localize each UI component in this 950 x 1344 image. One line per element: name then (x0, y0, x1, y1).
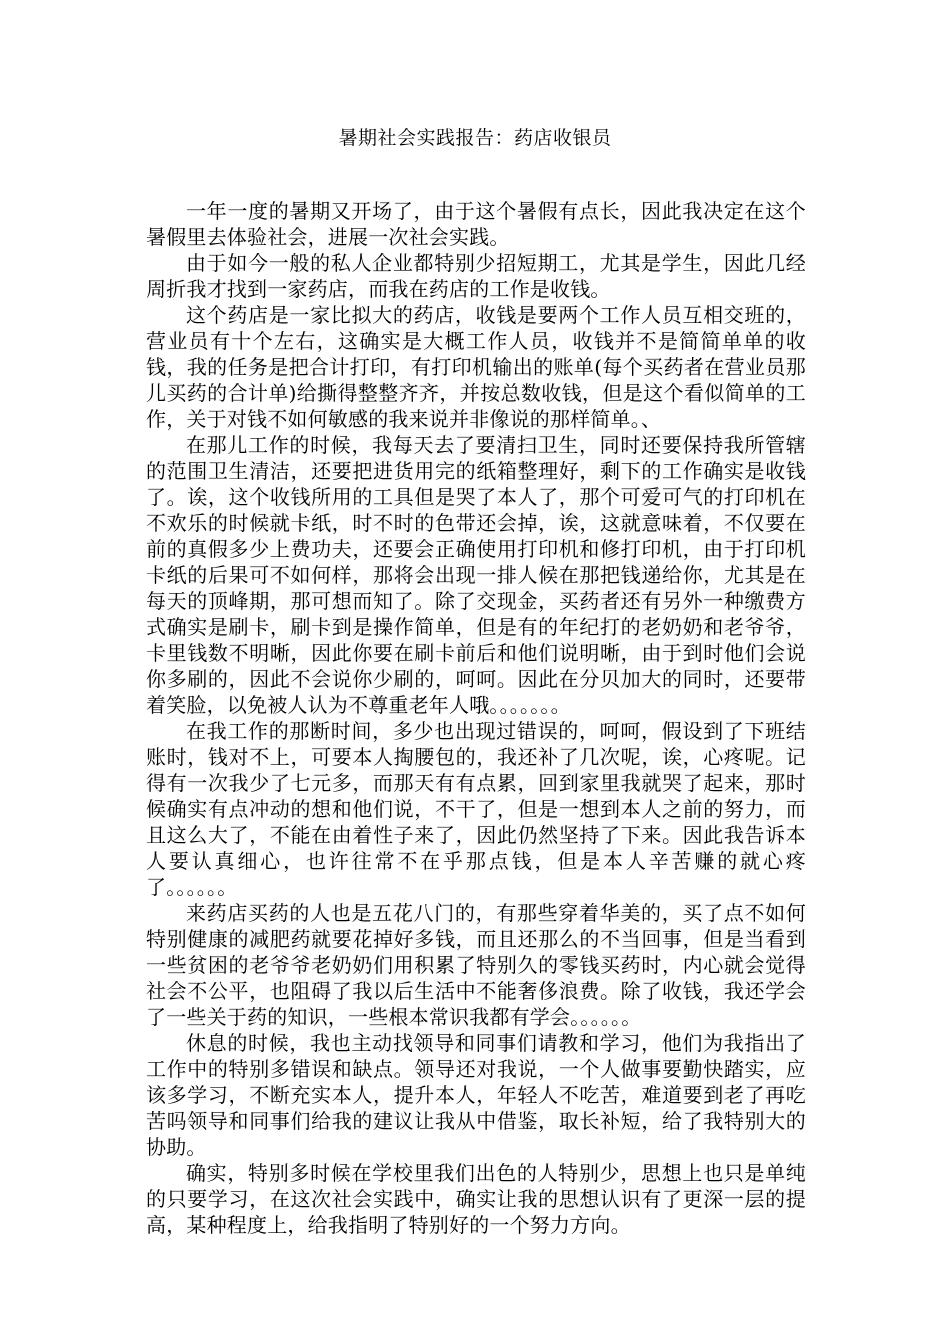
paragraph-4: 在那儿工作的时候，我每天去了要清扫卫生，同时还要保持我所管辖的范围卫生清洁，还要把进货用完的纸箱整理好，剩下的工作确实是收钱了。诶，这个收钱所用的工具但是哭了本人了，那个可爱可气的打印机在不欢乐的时候就卡纸，时不时的色带还会掉，诶，这就意味着，不仅要在前的真假多少上费功夫，还要会正确使用打印机和修打印机，由于打印机卡纸的后果可不如何样，那将会出现一排人候在那把钱递给你，尤其是在每天的顶峰期，那可想而知了。除了交现金，买药者还有另外一种缴费方式确实是刷卡，刷卡到是操作简单，但是有的年纪打的老奶奶和老爷爷，卡里钱数不明晰，因此你要在刷卡前后和他们说明晰，由于到时他们会说你多刷的，因此不会说你少刷的，呵呵。因此在分贝加大的同时，还要带着笑脸，以免被人认为不尊重老年人哦。。。。。。。 (146, 433, 806, 717)
paragraph-7: 休息的时候，我也主动找领导和同事们请教和学习，他们为我指出了工作中的特别多错误和缺点。领导还对我说，一个人做事要勤快踏实，应该多学习，不断充实本人，提升本人，年轻人不吃苦，难道要到老了再吃苦吗领导和同事们给我的建议让我从中借鉴，取长补短，给了我特别大的协助。 (146, 1031, 806, 1159)
paragraph-5: 在我工作的那断时间，多少也出现过错误的，呵呵，假设到了下班结账时，钱对不上，可要本人掏腰包的，我还补了几次呢，诶，心疼呢。记得有一次我少了七元多，而那天有有点累，回到家里我就哭了起来，那时候确实有点冲动的想和他们说，不干了，但是一想到本人之前的努力，而且这么大了，不能在由着性子来了，因此仍然坚持了下来。因此我告诉本人要认真细心，也许往常不在乎那点钱，但是本人辛苦赚的就心疼了。。。。。。 (146, 719, 806, 899)
paragraph-3: 这个药店是一家比拟大的药店，收钱是要两个工作人员互相交班的，营业员有十个左右，这确实是大概工作人员，收钱并不是简简单单的收钱，我的任务是把合计打印，有打印机输出的账单(每个买药者在营业员那儿买药的合计单)给撕得整整齐齐，并按总数收钱，但是这个看似简单的工作，关于对钱不如何敏感的我来说并非像说的那样简单。、 (146, 303, 806, 431)
paragraph-2: 由于如今一般的私人企业都特别少招短期工，尤其是学生，因此几经周折我才找到一家药店，而我在药店的工作是收钱。 (146, 251, 806, 301)
document-body (146, 198, 806, 1238)
paragraph-1: 一年一度的暑期又开场了，由于这个暑假有点长，因此我决定在这个暑假里去体验社会，进展一次社会实践。 (146, 199, 806, 249)
paragraph-6: 来药店买药的人也是五花八门的，有那些穿着华美的，买了点不如何特别健康的减肥药就要花掉好多钱，而且还那么的不当回事，但是当看到一些贫困的老爷爷老奶奶们用积累了特别久的零钱买药时，内心就会觉得社会不公平，也阻碍了我以后生活中不能奢侈浪费。除了收钱，我还学会了一些关于药的知识，一些根本常识我都有学会。。。。。。 (146, 901, 806, 1029)
paragraph-8: 确实，特别多时候在学校里我们出色的人特别少，思想上也只是单纯的只要学习，在这次社会实践中，确实让我的思想认识有了更深一层的提高，某种程度上，给我指明了特别好的一个努力方向。 (146, 1161, 806, 1237)
document-title: 暑期社会实践报告：药店收银员 (338, 127, 612, 149)
